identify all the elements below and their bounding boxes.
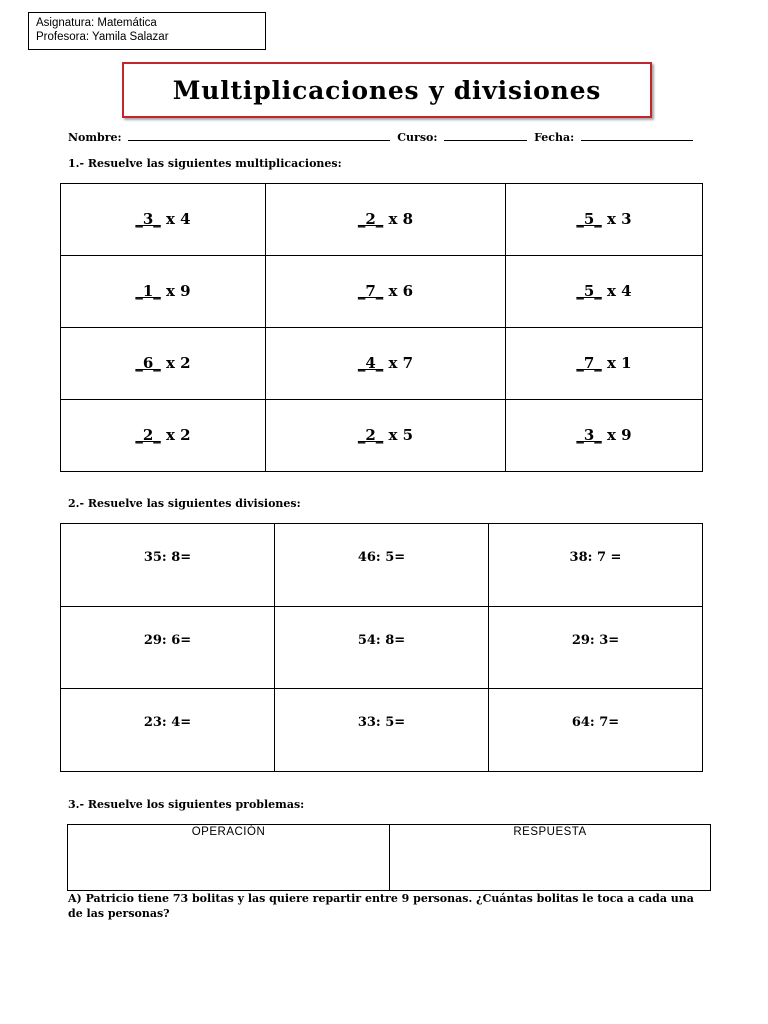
- multiplication-cell[interactable]: _2_ x 8: [266, 184, 506, 256]
- info-box: [28, 12, 266, 50]
- answer-table: [67, 824, 711, 891]
- table-row: [61, 400, 703, 472]
- multiplication-cell[interactable]: _7_ x 6: [266, 256, 506, 328]
- operation-label: OPERACIÓN: [191, 826, 266, 838]
- division-table: [60, 523, 703, 772]
- page-title: Multiplicaciones y divisiones: [172, 75, 602, 105]
- date-field[interactable]: [581, 130, 693, 141]
- course-field[interactable]: [444, 130, 527, 141]
- division-cell[interactable]: 29: 3=: [489, 607, 703, 689]
- multiplication-cell[interactable]: _4_ x 7: [266, 328, 506, 400]
- student-form-line: [68, 130, 708, 144]
- multiplication-cell[interactable]: _5_ x 4: [506, 256, 703, 328]
- date-label: Fecha:: [534, 131, 575, 144]
- name-field[interactable]: [128, 130, 390, 141]
- table-row: [68, 825, 711, 891]
- name-label: Nombre:: [68, 131, 122, 144]
- division-cell[interactable]: 35: 8=: [61, 524, 275, 607]
- division-cell[interactable]: 64: 7=: [489, 689, 703, 772]
- multiplication-cell[interactable]: _2_ x 2: [61, 400, 266, 472]
- multiplication-cell[interactable]: _7_ x 1: [506, 328, 703, 400]
- multiplication-table: [60, 183, 703, 472]
- course-label: Curso:: [397, 131, 438, 144]
- table-row: [61, 328, 703, 400]
- division-cell[interactable]: 46: 5=: [275, 524, 489, 607]
- section2-heading: 2.- Resuelve las siguientes divisiones:: [68, 497, 301, 510]
- multiplication-cell[interactable]: _3_ x 9: [506, 400, 703, 472]
- table-row: [61, 607, 703, 689]
- title-box: [122, 62, 652, 118]
- answer-label: RESPUESTA: [513, 826, 587, 838]
- multiplication-cell[interactable]: _1_ x 9: [61, 256, 266, 328]
- table-row: [61, 689, 703, 772]
- division-cell[interactable]: 54: 8=: [275, 607, 489, 689]
- table-row: [61, 524, 703, 607]
- answer-cell[interactable]: [390, 825, 711, 891]
- operation-cell[interactable]: [68, 825, 390, 891]
- multiplication-cell[interactable]: _6_ x 2: [61, 328, 266, 400]
- multiplication-cell[interactable]: _5_ x 3: [506, 184, 703, 256]
- teacher-label: Profesora: Yamila Salazar: [36, 31, 169, 43]
- division-cell[interactable]: 29: 6=: [61, 607, 275, 689]
- division-cell[interactable]: 23: 4=: [61, 689, 275, 772]
- subject-label: Asignatura: Matemática: [36, 17, 157, 29]
- problem-a: A) Patricio tiene 73 bolitas y las quiere repartir entre 9 personas. ¿Cuántas bolitas le toca a cada una de las personas?: [68, 892, 694, 920]
- multiplication-cell[interactable]: _2_ x 5: [266, 400, 506, 472]
- table-row: [61, 184, 703, 256]
- division-cell[interactable]: 38: 7 =: [489, 524, 703, 607]
- section3-heading: 3.- Resuelve los siguientes problemas:: [68, 798, 305, 811]
- table-row: [61, 256, 703, 328]
- section1-heading: 1.- Resuelve las siguientes multiplicaciones:: [68, 157, 342, 170]
- multiplication-cell[interactable]: _3_ x 4: [61, 184, 266, 256]
- division-cell[interactable]: 33: 5=: [275, 689, 489, 772]
